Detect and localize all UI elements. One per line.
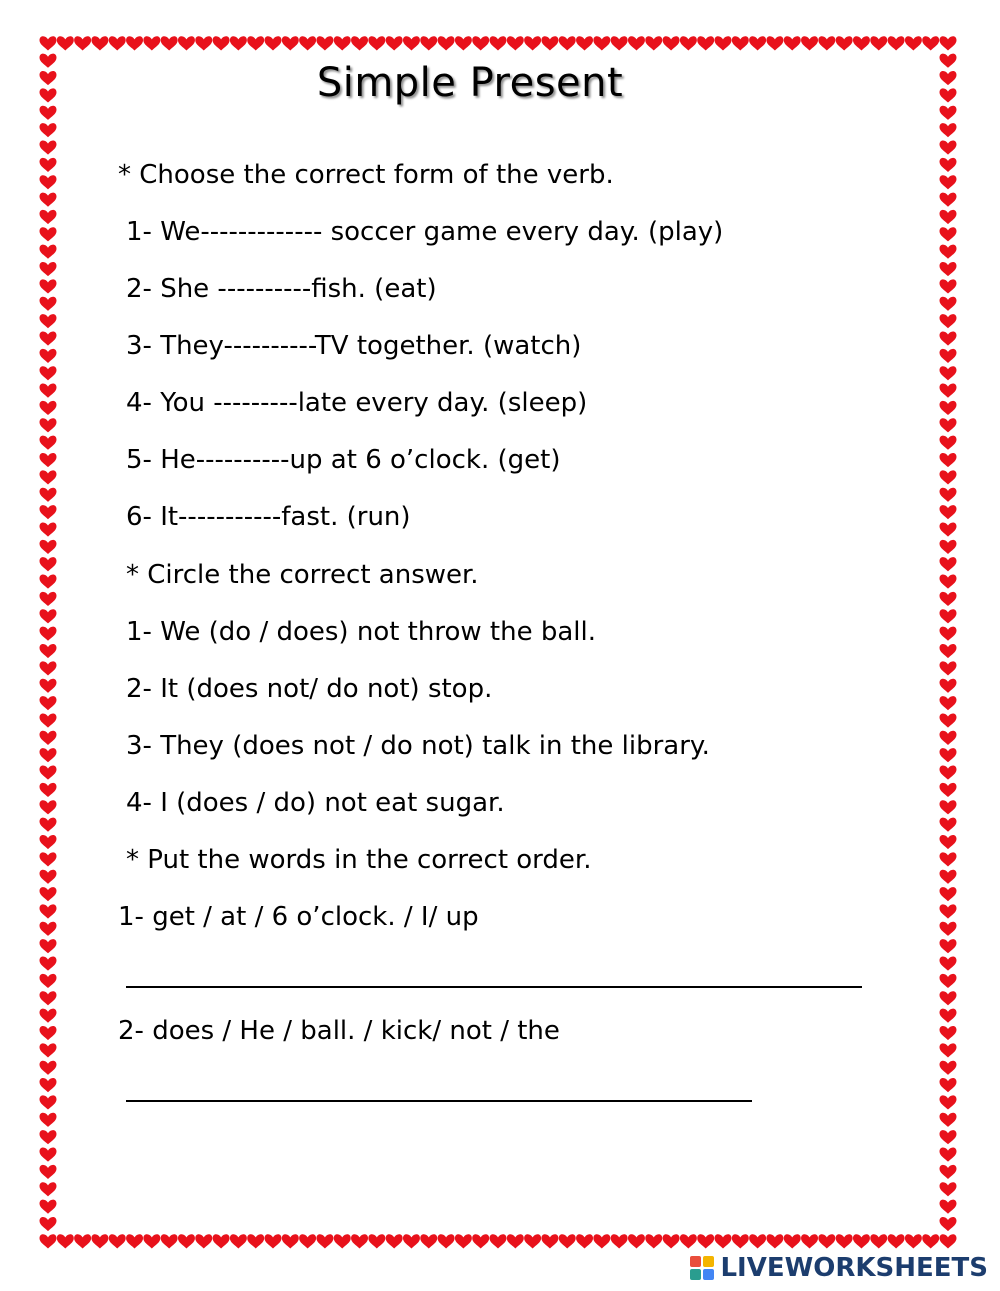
heart-icon xyxy=(888,36,905,50)
heart-icon xyxy=(697,1234,714,1248)
heart-icon xyxy=(940,870,957,884)
heart-icon xyxy=(40,887,57,901)
heart-icon xyxy=(40,453,57,467)
heart-icon xyxy=(230,36,247,50)
heart-icon xyxy=(40,696,57,710)
logo-square-4 xyxy=(703,1269,714,1280)
heart-icon xyxy=(40,245,57,259)
heart-icon xyxy=(940,696,957,710)
heart-icon xyxy=(940,453,957,467)
heart-icon xyxy=(316,36,333,50)
heart-icon xyxy=(940,575,957,589)
heart-icon xyxy=(40,418,57,432)
heart-icon xyxy=(940,470,957,484)
heart-icon xyxy=(455,36,472,50)
heart-icon xyxy=(351,36,368,50)
heart-icon xyxy=(40,974,57,988)
heart-icon xyxy=(628,36,645,50)
heart-icon xyxy=(680,36,697,50)
heart-icon xyxy=(351,1234,368,1248)
heart-icon xyxy=(386,1234,403,1248)
heart-icon xyxy=(940,140,957,154)
logo-square-2 xyxy=(703,1256,714,1267)
heart-icon xyxy=(40,436,57,450)
heart-icon xyxy=(40,1113,57,1127)
heart-icon xyxy=(507,1234,524,1248)
heart-icon xyxy=(940,627,957,641)
answer-line-1[interactable] xyxy=(126,986,862,988)
heart-icon xyxy=(213,36,230,50)
heart-icon xyxy=(195,1234,212,1248)
heart-icon xyxy=(40,505,57,519)
liveworksheets-logo-icon xyxy=(690,1256,714,1280)
heart-icon xyxy=(40,366,57,380)
heart-icon xyxy=(230,1234,247,1248)
heart-icon xyxy=(40,766,57,780)
heart-icon xyxy=(749,1234,766,1248)
heart-icon xyxy=(40,679,57,693)
heart-icon xyxy=(265,36,282,50)
heart-icon xyxy=(40,1165,57,1179)
heart-icon xyxy=(403,1234,420,1248)
heart-icon xyxy=(940,1165,957,1179)
heart-icon xyxy=(940,54,957,68)
heart-icon xyxy=(940,331,957,345)
verb-item-1: 1- We------------- soccer game every day. (play) xyxy=(126,217,724,247)
heart-icon xyxy=(940,123,957,137)
heart-icon xyxy=(40,627,57,641)
heart-icon xyxy=(40,939,57,953)
heart-icon xyxy=(940,852,957,866)
heart-icon xyxy=(940,522,957,536)
heart-icon xyxy=(40,470,57,484)
heart-icon xyxy=(940,1078,957,1092)
heart-icon xyxy=(940,679,957,693)
heart-icon xyxy=(784,1234,801,1248)
heart-icon xyxy=(940,314,957,328)
instruction-circle-answer: * Circle the correct answer. xyxy=(126,560,479,590)
heart-icon xyxy=(715,36,732,50)
heart-icon xyxy=(870,1234,887,1248)
heart-icon xyxy=(940,193,957,207)
heart-icon xyxy=(559,36,576,50)
logo-square-1 xyxy=(690,1256,701,1267)
heart-icon xyxy=(299,36,316,50)
heart-icon xyxy=(40,1009,57,1023)
heart-icon xyxy=(766,36,783,50)
heart-icon xyxy=(940,713,957,727)
heart-icon xyxy=(40,384,57,398)
heart-icon xyxy=(940,1026,957,1040)
heart-icon xyxy=(593,36,610,50)
heart-icon xyxy=(940,418,957,432)
heart-icon xyxy=(40,123,57,137)
heart-icon xyxy=(40,488,57,502)
heart-icon xyxy=(940,245,957,259)
heart-icon xyxy=(922,36,939,50)
heart-icon xyxy=(247,36,264,50)
heart-icon xyxy=(940,262,957,276)
heart-icon xyxy=(126,1234,143,1248)
heart-icon xyxy=(940,71,957,85)
heart-icon xyxy=(40,314,57,328)
heart-icon xyxy=(940,175,957,189)
heart-icon xyxy=(247,1234,264,1248)
heart-icon xyxy=(438,36,455,50)
heart-icon xyxy=(40,1026,57,1040)
heart-icon xyxy=(541,1234,558,1248)
heart-icon xyxy=(940,1095,957,1109)
heart-icon xyxy=(40,713,57,727)
heart-icon xyxy=(420,1234,437,1248)
heart-icon xyxy=(490,36,507,50)
heart-icon xyxy=(40,1182,57,1196)
heart-icon xyxy=(282,36,299,50)
heart-icon xyxy=(940,488,957,502)
heart-icon xyxy=(940,1061,957,1075)
answer-line-2[interactable] xyxy=(126,1100,752,1102)
heart-icon xyxy=(40,644,57,658)
heart-icon xyxy=(57,1234,74,1248)
heart-icon xyxy=(40,279,57,293)
heart-icon xyxy=(593,1234,610,1248)
heart-icon xyxy=(870,36,887,50)
liveworksheets-brand[interactable] xyxy=(690,1253,988,1283)
order-item-1: 1- get / at / 6 o’clock. / I/ up xyxy=(118,902,479,932)
heart-icon xyxy=(576,36,593,50)
heart-icon xyxy=(178,1234,195,1248)
heart-icon xyxy=(57,36,74,50)
heart-icon xyxy=(940,505,957,519)
heart-icon xyxy=(940,887,957,901)
heart-icon xyxy=(645,1234,662,1248)
heart-icon xyxy=(265,1234,282,1248)
verb-item-6: 6- It-----------fast. (run) xyxy=(126,502,411,532)
heart-icon xyxy=(40,1043,57,1057)
heart-icon xyxy=(801,1234,818,1248)
heart-icon xyxy=(541,36,558,50)
page-title: Simple Present xyxy=(316,60,624,106)
heart-icon xyxy=(40,800,57,814)
heart-icon xyxy=(40,904,57,918)
heart-icon xyxy=(766,1234,783,1248)
heart-icon xyxy=(940,297,957,311)
heart-icon xyxy=(109,36,126,50)
verb-item-2: 2- She ----------fish. (eat) xyxy=(126,274,437,304)
heart-icon xyxy=(40,1217,57,1231)
heart-icon xyxy=(40,731,57,745)
heart-icon xyxy=(940,36,957,50)
heart-icon xyxy=(940,1234,957,1248)
heart-icon xyxy=(386,36,403,50)
heart-icon xyxy=(91,1234,108,1248)
heart-icon xyxy=(40,1061,57,1075)
heart-icon xyxy=(40,870,57,884)
heart-icon xyxy=(40,401,57,415)
heart-icon xyxy=(905,1234,922,1248)
heart-icon xyxy=(559,1234,576,1248)
heart-icon xyxy=(40,262,57,276)
heart-icon xyxy=(334,1234,351,1248)
heart-icon xyxy=(732,36,749,50)
heart-icon xyxy=(40,540,57,554)
heart-icon xyxy=(836,1234,853,1248)
heart-icon xyxy=(161,36,178,50)
heart-icon xyxy=(40,1200,57,1214)
heart-icon xyxy=(40,1147,57,1161)
heart-icon xyxy=(213,1234,230,1248)
heart-icon xyxy=(680,1234,697,1248)
heart-icon xyxy=(611,36,628,50)
heart-icon xyxy=(940,1009,957,1023)
heart-icon xyxy=(663,36,680,50)
heart-icon xyxy=(40,609,57,623)
heart-icon xyxy=(940,766,957,780)
heart-icon xyxy=(40,349,57,363)
heart-icon xyxy=(299,1234,316,1248)
heart-icon xyxy=(40,991,57,1005)
heart-icon xyxy=(940,661,957,675)
heart-icon xyxy=(940,401,957,415)
circle-item-4: 4- I (does / do) not eat sugar. xyxy=(126,788,505,818)
order-item-2: 2- does / He / ball. / kick/ not / the xyxy=(118,1016,560,1046)
heart-icon xyxy=(178,36,195,50)
heart-icon xyxy=(40,852,57,866)
heart-icon xyxy=(940,366,957,380)
heart-icon xyxy=(195,36,212,50)
heart-icon xyxy=(940,210,957,224)
heart-icon xyxy=(143,1234,160,1248)
heart-icon xyxy=(282,1234,299,1248)
heart-icon xyxy=(905,36,922,50)
heart-icon xyxy=(40,36,57,50)
heart-icon xyxy=(940,349,957,363)
heart-icon xyxy=(40,592,57,606)
heart-icon xyxy=(922,1234,939,1248)
heart-icon xyxy=(940,783,957,797)
heart-icon xyxy=(888,1234,905,1248)
heart-icon xyxy=(40,297,57,311)
heart-icon xyxy=(940,1217,957,1231)
heart-icon xyxy=(472,1234,489,1248)
heart-icon xyxy=(697,36,714,50)
logo-square-3 xyxy=(690,1269,701,1280)
heart-icon xyxy=(455,1234,472,1248)
heart-icon xyxy=(732,1234,749,1248)
heart-icon xyxy=(40,210,57,224)
heart-icon xyxy=(940,1200,957,1214)
heart-icon xyxy=(334,36,351,50)
heart-icon xyxy=(940,592,957,606)
heart-icon xyxy=(40,1234,57,1248)
heart-icon xyxy=(801,36,818,50)
heart-icon xyxy=(109,1234,126,1248)
brand-name: LIVEWORKSHEETS xyxy=(720,1253,988,1283)
heart-icon xyxy=(940,1113,957,1127)
heart-icon xyxy=(40,158,57,172)
heart-icon xyxy=(940,540,957,554)
heart-icon xyxy=(40,661,57,675)
heart-icon xyxy=(940,731,957,745)
heart-icon xyxy=(940,644,957,658)
heart-icon xyxy=(645,36,662,50)
circle-item-1: 1- We (do / does) not throw the ball. xyxy=(126,617,596,647)
heart-icon xyxy=(507,36,524,50)
heart-icon xyxy=(818,1234,835,1248)
heart-icon xyxy=(940,384,957,398)
heart-icon xyxy=(940,922,957,936)
heart-icon xyxy=(490,1234,507,1248)
heart-icon xyxy=(940,279,957,293)
heart-icon xyxy=(940,436,957,450)
heart-icon xyxy=(91,36,108,50)
heart-icon xyxy=(749,36,766,50)
heart-icon xyxy=(126,36,143,50)
heart-icon xyxy=(628,1234,645,1248)
heart-icon xyxy=(40,783,57,797)
heart-icon xyxy=(40,1130,57,1144)
heart-icon xyxy=(663,1234,680,1248)
heart-icon xyxy=(40,140,57,154)
circle-item-2: 2- It (does not/ do not) stop. xyxy=(126,674,493,704)
heart-icon xyxy=(940,835,957,849)
heart-icon xyxy=(715,1234,732,1248)
heart-icon xyxy=(940,974,957,988)
verb-item-5: 5- He----------up at 6 o’clock. (get) xyxy=(126,445,561,475)
heart-icon xyxy=(316,1234,333,1248)
heart-icon xyxy=(940,158,957,172)
heart-icon xyxy=(40,175,57,189)
heart-icon xyxy=(40,1078,57,1092)
heart-icon xyxy=(74,1234,91,1248)
instruction-word-order: * Put the words in the correct order. xyxy=(126,845,592,875)
heart-icon xyxy=(40,227,57,241)
heart-icon xyxy=(940,1130,957,1144)
heart-icon xyxy=(472,36,489,50)
heart-icon xyxy=(40,106,57,120)
heart-icon xyxy=(940,957,957,971)
heart-icon xyxy=(940,939,957,953)
heart-icon xyxy=(403,36,420,50)
heart-icon xyxy=(940,1043,957,1057)
heart-icon xyxy=(940,991,957,1005)
heart-icon xyxy=(940,818,957,832)
heart-icon xyxy=(940,748,957,762)
heart-icon xyxy=(940,609,957,623)
heart-icon xyxy=(611,1234,628,1248)
heart-icon xyxy=(40,331,57,345)
heart-icon xyxy=(143,36,160,50)
heart-icon xyxy=(853,36,870,50)
heart-icon xyxy=(420,36,437,50)
heart-icon xyxy=(40,957,57,971)
heart-icon xyxy=(40,1095,57,1109)
verb-item-3: 3- They----------TV together. (watch) xyxy=(126,331,582,361)
heart-icon xyxy=(40,748,57,762)
heart-icon xyxy=(940,88,957,102)
heart-icon xyxy=(40,193,57,207)
heart-icon xyxy=(940,1147,957,1161)
heart-icon xyxy=(40,922,57,936)
heart-icon xyxy=(853,1234,870,1248)
heart-icon xyxy=(940,800,957,814)
heart-icon xyxy=(524,36,541,50)
heart-icon xyxy=(940,904,957,918)
heart-icon xyxy=(818,36,835,50)
heart-icon xyxy=(161,1234,178,1248)
heart-icon xyxy=(40,835,57,849)
heart-icon xyxy=(40,557,57,571)
heart-icon xyxy=(438,1234,455,1248)
heart-icon xyxy=(576,1234,593,1248)
heart-icon xyxy=(940,227,957,241)
heart-icon xyxy=(40,522,57,536)
heart-icon xyxy=(524,1234,541,1248)
circle-item-3: 3- They (does not / do not) talk in the library. xyxy=(126,731,710,761)
heart-icon xyxy=(836,36,853,50)
heart-icon xyxy=(368,36,385,50)
verb-item-4: 4- You ---------late every day. (sleep) xyxy=(126,388,588,418)
heart-icon xyxy=(940,106,957,120)
heart-icon xyxy=(40,818,57,832)
heart-icon xyxy=(40,575,57,589)
heart-icon xyxy=(74,36,91,50)
heart-icon xyxy=(368,1234,385,1248)
instruction-choose-verb: * Choose the correct form of the verb. xyxy=(118,160,614,190)
heart-icon xyxy=(940,557,957,571)
heart-icon xyxy=(940,1182,957,1196)
heart-icon xyxy=(784,36,801,50)
